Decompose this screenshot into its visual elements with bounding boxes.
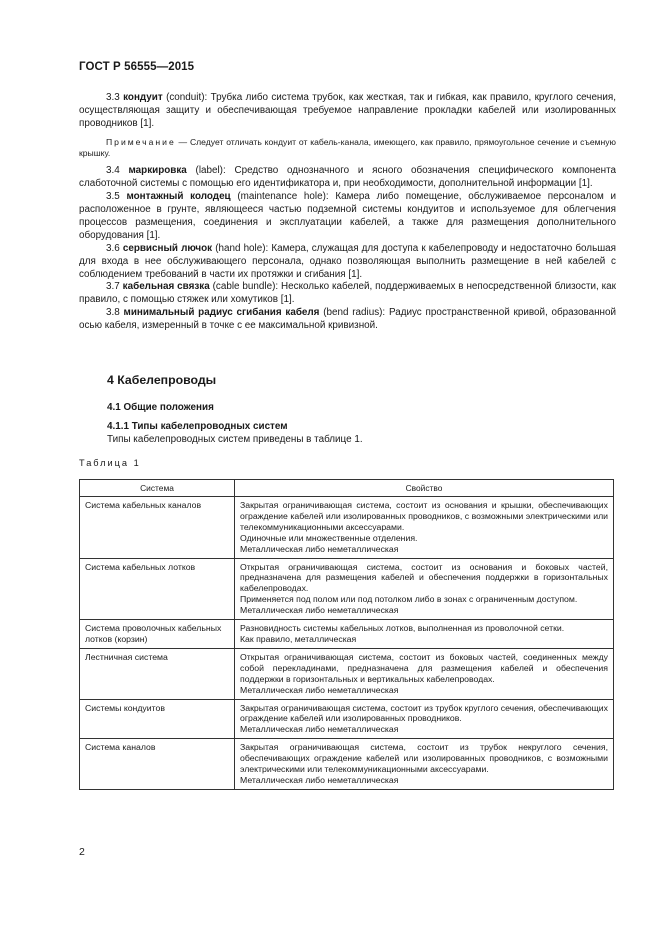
property-line: Применяется под полом или под потолком либо в зонах с ограниченным доступом. <box>240 594 578 605</box>
table-row <box>80 497 614 559</box>
property-line: Разновидность системы кабельных лотков, выполненная из проволочной сетки. <box>240 623 565 634</box>
property-line: Закрытая ограничивающая система, состоит из трубок круглого сечения, обеспечивающих ограждение кабелей или изолированных проводников. <box>240 702 608 724</box>
systems-table <box>79 479 614 790</box>
definition-3-6: 3.6 сервисный лючок (hand hole): Камера, служащая для доступа к кабелепроводу и недостаточно большая для входа в нее обслуживающего персонала, однако позволяющая выполнить размещение в ней кабелей с соблюдением требований в части их протяжки и сгибания [1]. <box>79 242 616 280</box>
property-line: Закрытая ограничивающая система, состоит из основания и крышки, обеспечивающих ограждение кабелей или изолированных проводников, с возможными электрическими или телекоммуникационными аксессуарами. <box>240 500 608 532</box>
table-header-system: Система <box>80 480 235 497</box>
property-line: Металлическая либо неметаллическая <box>240 684 399 695</box>
table-cell-system: Системы кондуитов <box>80 699 235 739</box>
property-line: Закрытая ограничивающая система, состоит из трубок некруглого сечения, обеспечивающих ограждение кабелей или изолированных проводников, с возможными электрическими или телекоммуникационными аксессуарами. <box>240 742 608 775</box>
subsection-4-1-1-title: 4.1.1 Типы кабелепроводных систем <box>107 421 288 432</box>
table-cell-system: Система кабельных каналов <box>80 497 235 559</box>
table-row <box>80 739 614 790</box>
table-cell-property <box>235 497 614 559</box>
property-line: Открытая ограничивающая система, состоит из боковых частей, соединенных между собой перекладинами, предназначена для размещения кабелей и обеспечения поддержки в горизонтальных и вертикальных кабелепроводах. <box>240 651 608 684</box>
definition-3-8: 3.8 минимальный радиус сгибания кабеля (bend radius): Радиус пространственной кривой, образованной осью кабеля, измеренный в точке с ее максимальной кривизной. <box>79 307 616 332</box>
table-cell-property <box>235 699 614 739</box>
subsection-4-1-1-text: Типы кабелепроводных систем приведены в таблице 1. <box>107 434 363 445</box>
table-row <box>80 648 614 699</box>
table-row <box>80 699 614 739</box>
property-line: Как правило, металлическая <box>240 633 357 644</box>
property-line: Металлическая либо неметаллическая <box>240 724 399 735</box>
note: Примечание — Следует отличать кондуит от кабель-канала, имеющего, как правило, прямоугольное сечение и съемную крышку. <box>79 136 616 159</box>
definitions-block <box>79 92 616 333</box>
table-cell-property <box>235 558 614 620</box>
table-cell-property <box>235 620 614 649</box>
definition-3-3: 3.3 кондуит (conduit): Трубка либо система трубок, как жесткая, так и гибкая, как правило, круглого сечения, осуществляющая защиту и обеспечивающая требуемое направление прокладки кабелей или изолированных проводников [1]. <box>79 92 616 129</box>
table-cell-system: Система кабельных лотков <box>80 558 235 620</box>
definition-3-7: 3.7 кабельная связка (cable bundle): Несколько кабелей, поддерживаемых в непосредственной близости, как правило, с помощью стяжек или хомутиков [1]. <box>79 281 616 306</box>
table-cell-system: Система каналов <box>80 739 235 790</box>
table-cell-system: Лестничная система <box>80 648 235 699</box>
definition-3-5: 3.5 монтажный колодец (maintenance hole): Камера либо помещение, обслуживаемое персоналом и расположенное в грунте, являющееся частью подземной системы кондуитов и используемое для облегчения процессов размещения, соединения и эксплуатации кабелей, а также для размещения дополнительного оборудования [1]. <box>79 191 616 241</box>
table-row <box>80 558 614 620</box>
page-number: 2 <box>79 846 85 858</box>
property-line: Металлическая либо неметаллическая <box>240 605 399 616</box>
table-cell-property <box>235 648 614 699</box>
subsection-4-1-title: 4.1 Общие положения <box>107 402 214 413</box>
table-header-row <box>80 480 614 497</box>
document-header: ГОСТ Р 56555—2015 <box>79 61 195 73</box>
property-line: Металлическая либо неметаллическая <box>240 543 399 554</box>
property-line: Открытая ограничивающая система, состоит из основания и боковых частей, предназначена для размещения кабелей и обеспечения поддержки в горизонтальных кабелепроводах. <box>240 561 608 594</box>
table-row <box>80 620 614 649</box>
definition-3-4: 3.4 маркировка (label): Средство однозначного и ясного обозначения специфического компонента слаботочной системы с помощью его идентификатора и, при необходимости, дополнительной информации [1]. <box>79 165 617 190</box>
section-4-title: 4 Кабелепроводы <box>107 373 217 387</box>
table-cell-property <box>235 739 614 790</box>
table-title: Таблица 1 <box>79 458 141 468</box>
property-line: Одиночные или множественные отделения. <box>240 532 418 543</box>
property-line: Металлическая либо неметаллическая <box>240 774 399 785</box>
table-cell-system: Система проволочных кабельных лотков (корзин) <box>80 620 235 649</box>
table-header-property: Свойство <box>235 480 614 497</box>
